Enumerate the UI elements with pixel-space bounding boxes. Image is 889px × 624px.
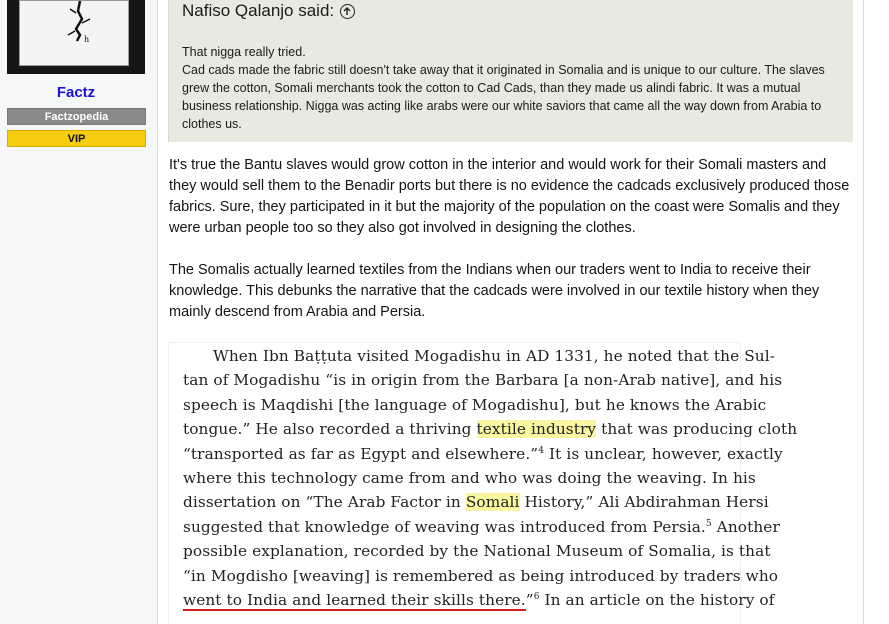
footnote-ref: 5 xyxy=(705,518,712,529)
search-highlight: textile industry xyxy=(476,420,597,439)
excerpt-line: tan of Mogadishu “is in origin from the Barbara [a non-Arab native], and his xyxy=(183,371,783,390)
excerpt-line: dissertation on “The Arab Factor in Somali History,” Ali Abdirahman Hersi xyxy=(183,493,769,512)
excerpt-line: “transported as far as Egypt and elsewhere.”$^4$ It is unclear, however, exactly xyxy=(183,444,783,463)
vip-badge: VIP xyxy=(7,130,146,147)
excerpt-line: tongue.” He also recorded a thriving textile industry that was producing cloth xyxy=(183,420,798,439)
red-underline-emphasis: went to India and learned their skills there. xyxy=(183,590,526,609)
quote-line: Cad cads made the fabric still doesn't take away that it originated in Somalia and is unique to our culture. The slaves grew the cotton, Somali merchants took the cotton to Cad Cads, than they made us alindi fabric. It was a mutual business relationship. Nigga was acting like arabs were our white saviors that came all the way down from Arabia to clothes us. xyxy=(182,63,825,131)
svg-text:h: h xyxy=(84,35,90,44)
username-link[interactable]: Factz xyxy=(56,84,96,101)
excerpt-line: speech is Maqdishi [the language of Mogadishu], but he knows the Arabic xyxy=(183,395,767,414)
excerpt-line: When Ibn Baṭṭuta visited Mogadishu in AD 1331, he noted that the Sul- xyxy=(213,347,775,365)
search-highlight: Somali xyxy=(465,493,520,512)
jump-to-quote-icon[interactable] xyxy=(340,4,355,19)
excerpt-line: where this technology came from and who was doing the weaving. In his xyxy=(183,468,756,487)
post-paragraph: It's true the Bantu slaves would grow cotton in the interior and would work for their Somali masters and they would sell them to the Benadir ports but there is no evidence the cadcads exclusively produced those fabrics. Sure, they participated in it but the majority of the population on the coast were Somalis and they were urban people too so they also got involved in designing the clothes. xyxy=(169,157,850,236)
user-title-badge: Factzopedia xyxy=(7,108,146,125)
quote-author: Nafiso Qalanjo said: xyxy=(182,1,335,20)
excerpt-line: “in Mogdisho [weaving] is remembered as being introduced by traders who xyxy=(183,566,779,585)
footnote-ref: 4 xyxy=(538,445,545,456)
post-paragraph: The Somalis actually learned textiles from the Indians when our traders went to India to receive their knowledge. This debunks the narrative that the cadcads were involved in our textile history when they mainly descend from Arabia and Persia. xyxy=(169,262,820,320)
excerpt-line: went to India and learned their skills there.”$^6$ In an article on the history of xyxy=(183,590,775,609)
user-panel xyxy=(0,0,158,624)
book-excerpt-text xyxy=(183,344,798,612)
book-excerpt-image[interactable] xyxy=(169,343,798,624)
avatar-sketch-icon xyxy=(20,1,128,65)
avatar-image xyxy=(19,0,129,66)
avatar[interactable] xyxy=(7,0,145,74)
quote-line: That nigga really tried. xyxy=(182,45,306,59)
excerpt-line: possible explanation, recorded by the National Museum of Somalia, is that xyxy=(183,542,771,561)
footnote-ref: 6 xyxy=(533,591,540,602)
quote-block xyxy=(168,0,853,142)
post-message xyxy=(169,155,854,344)
excerpt-line: suggested that knowledge of weaving was introduced from Persia.$^5$ Another xyxy=(183,517,780,536)
quote-content xyxy=(182,43,842,133)
quote-header xyxy=(182,0,355,22)
